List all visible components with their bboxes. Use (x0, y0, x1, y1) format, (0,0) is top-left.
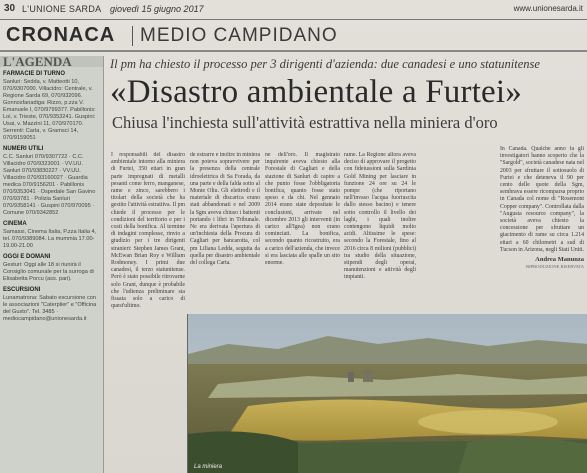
article-column-3 (265, 152, 340, 312)
article-headline: «Disastro ambientale a Furtei» (110, 74, 522, 110)
masthead (0, 0, 587, 20)
column-text: In Canada. Qualche anno fa gli investigatori hanno scoperto che la "Sargold", società canadese nata nel 2003 per sfruttare il sottosuolo di Furtei e che deteneva il 90 per cento delle quote della Sgm, sembrava essere ricomparsa proprio in Canada col nome di "Rosemont Copper company". Controllata dalla "Augusta resource company", la società aveva chiesto la concessione per sfruttare un giacimento di rame su circa 1.214 ettari a 60 chilometri a sud di Tucson in Arizona, negli Stati Uniti. (500, 146, 584, 253)
section-subtitle: MEDIO CAMPIDANO (140, 25, 338, 46)
agenda-heading: OGGI E DOMANI (3, 254, 51, 260)
agenda-sidebar (0, 56, 104, 473)
article-subhead: Chiusa l'inchiesta sull'attività estrattiva nella miniera d'oro (112, 113, 498, 132)
column-text: de estrarre e inoltre in miniera non poteva sopravvivere per la presenza della centrale idroelettrica di Sa Forada, da una parte e della falda sotto al Monte Oliu. Gli elettrodi e il materiale di discarica erano stati abbandonati e nel 2009 la Sgm aveva chiuso i battenti portando i libri in Tribunale. Ne era derivata l'apertura di un'inchiesta della Procura di Cagliari per bancarotta, col pm Liliana Ledda, seguita da quella per disastro ambientale del collega Carta. (190, 152, 260, 267)
agenda-text: Lunamatrona: Sabato escursione con le associazioni "Caterplier" e "Officina del Gusto". Tel. 3485 · mediocampidano@unionesarda.it (3, 295, 97, 322)
agenda-text: Samassi, Cinema Italia, P.zza Italia 4, tel. 070/9389084. La mummia 17.00-19.00-21.00 (3, 229, 97, 249)
agenda-text: Gesturi: Oggi alle 18 si riunirà il Consiglio comunale per la surroga di Elisabetta Porcu (ass. pari). (3, 262, 94, 282)
article-column-2 (190, 152, 260, 312)
agenda-title: L'AGENDA (0, 56, 103, 67)
article-column-5 (421, 152, 496, 312)
photo-caption: La miniera (194, 464, 223, 470)
agenda-heading: NUMERI UTILI (3, 146, 44, 152)
column-text: ne dell'oro. Il magistrato inquirente aveva chiesto alla Forestale di Cagliari e della stazione di Sanluri di capire a che punto fosse l'obbligatoria bonifica, quanto fosse stato speso e da chi. Nel gennaio 2014 erano state depositate le conclusioni, arrivate nel dicembre 2013 gli interventi (in carico all'Igea) non erano cominciati. La bonifica, secondo quanto ricostruito, era a carico dell'azienda, che invece si era lasciata alle spalle un sito enorme. (265, 152, 340, 267)
agenda-heading: FARMACIE DI TURNO (3, 71, 65, 77)
article-kicker: Il pm ha chiesto il processo per 3 dirigenti d'azienda: due canadesi e uno statunitense (110, 57, 540, 71)
column-text: I responsabili del disastro ambientale intorno alla miniera di Furtei, 350 ettari in gran parte impregnati di metalli pesanti come ferro, manganese, rame e zinco, sarebbero i titolari della società che ha gestito l'attività estrattiva. Il pm chiede il processo per le condizioni del territorio e per i costi della bonifica. Al termine di indagini complesse, rinvio a giudizio per i tre dirigenti stranieri: Stephen James Grant, McEwan Brian Roy e William Rodmoney. I primi due canadesi, il terzo statunitense. Però è stato possibile ritrovarne solo Grant, dunque è probabile che l'udienza preliminare sia fissata solo a carico di quest'ultimo. (111, 152, 185, 310)
article-column-6 (500, 146, 584, 306)
article-column-1 (111, 152, 185, 468)
section-divider (132, 26, 133, 46)
mine-landscape-image (188, 314, 587, 473)
agenda-heading: ESCURSIONI (3, 287, 41, 293)
mine-photo (187, 314, 587, 473)
section-title: CRONACA (6, 24, 116, 46)
paper-name: L'UNIONE SARDA (22, 4, 102, 14)
author-signature: Andrea Manunza (535, 256, 584, 264)
issue-date: giovedì 15 giugno 2017 (110, 4, 204, 14)
agenda-heading: CINEMA (3, 221, 27, 227)
section-header (0, 22, 587, 52)
agenda-text: Sanluri: Sedda, v. Matteotti 10, 070/9307000. Villacidro: Centrale, v. Regione Sarda 69, 070/932096. Gonnosfanadiga: Rizzo, p.zza V. Emanuele I, 070/9799377. Pabillonis: Loi, v. Trieste, 070/9353241. Guspini: Usai, v. Mazzini 11, 070/970170. Serrenti: Carta, v. Gramsci 14, 070/9159051 (3, 79, 96, 141)
column-text: rame. La Regione allora aveva deciso di approvare il progetto con fideiussioni sulla Sardinia Gold Mining per lasciare in funzione 24 ore su 24 le pompe (che riportano nell'invaso l'acqua fuoriuscita dallo stesso bacino) e tenere sotto controllo il livello dei laghi, i quali inoltre contengono liquidi molto acidi. Altissime le spese: secondo la Forestale, fino al 2016 circa 8 milioni (pubblici) tra studio della situazione, stipendi degli operai, manutenzioni e attività degli impianti. (344, 152, 416, 281)
paper-url[interactable]: www.unionesarda.it (513, 4, 583, 13)
page-number: 30 (4, 3, 16, 14)
reproduction-notice: RIPRODUZIONE RISERVATA (526, 264, 584, 270)
article-column-4 (344, 152, 416, 312)
agenda-text: C.C. Sanluri 070/9307722 · C.C. Villacidro 070/9323001 · VV.UU. Sanluri 070/93830227 · VV.UU. Villacidro 070/93160027 · Guardia medica 070/9156201 · Pabillonis 070/9353041 · Ospedale San Gavino 070/93781 · Polizia Sanluri 070/9358141 · Guspini 070/970095 · Comune 070/9342852 (3, 154, 96, 216)
